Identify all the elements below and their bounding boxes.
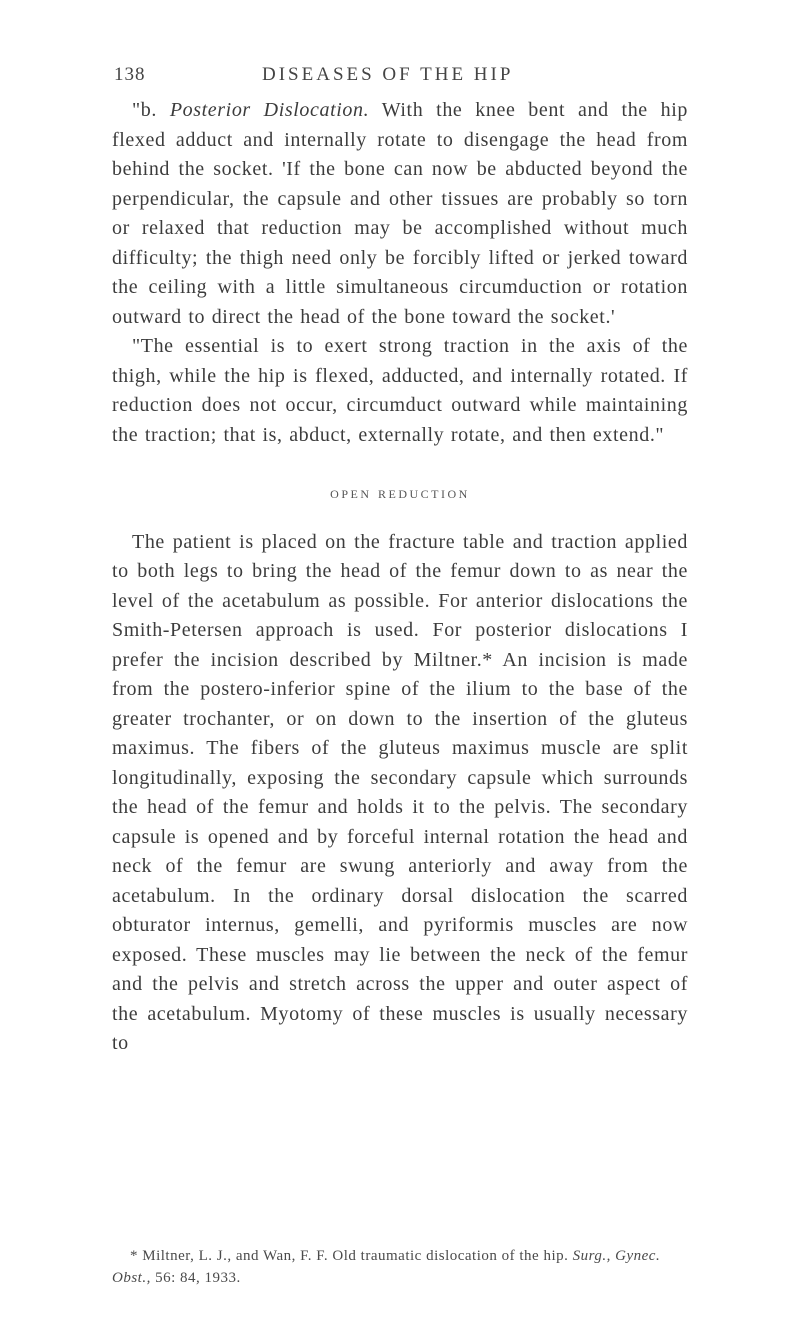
body-text bbox=[112, 96, 688, 1059]
paragraph-open-reduction: The patient is placed on the fracture table and traction applied to both legs to bring the head of the femur down to as near the level of the acetabulum as possible. For anterior dislocations the Smith-Petersen approach is used. For posterior dislocations I prefer the incision described by Miltner.* An incision is made from the postero-inferior spine of the ilium to the base of the greater trochanter, or on down to the insertion of the gluteus maximus. The fibers of the gluteus maximus muscle are split longitudinally, exposing the secondary capsule which surrounds the head of the femur and holds it to the pelvis. The secondary capsule is opened and by forceful internal rotation the head and neck of the femur are swung anteriorly and away from the acetabulum. In the ordinary dorsal dislocation the scarred obturator internus, gemelli, and pyriformis muscles are now exposed. These muscles may lie between the neck of the femur and the pelvis and stretch across the upper and outer aspect of the acetabulum. Myotomy of these muscles is usually necessary to bbox=[112, 530, 688, 1054]
running-title: DISEASES OF THE HIP bbox=[262, 64, 514, 85]
footnote bbox=[112, 1245, 688, 1289]
page-number: 138 bbox=[114, 64, 146, 85]
quote-lead: "b. bbox=[132, 99, 157, 121]
paragraph-essential-traction: "The essential is to exert strong traction in the axis of the thigh, while the hip is flexed, adducted, and internally rotated. If reduction does not occur, circumduct outward while maintaining the traction; that is, abduct, externally rotate, and then extend." bbox=[112, 335, 688, 446]
subheading-posterior-dislocation: Posterior Dislocation. bbox=[169, 99, 370, 121]
section-heading-open-reduction: OPEN REDUCTION bbox=[330, 487, 470, 501]
footnote-journal: Surg., Gynec. Obst., bbox=[112, 1248, 661, 1286]
paragraph-1-text: With the knee bent and the hip flexed adduct and internally rotate to disengage the head from behind the socket. 'If the bone can now be abducted beyond the perpendicular, the capsule and other tissues are probably so torn or relaxed that reduction may be accomplished without much difficulty; the thigh need only be forcibly lifted or jerked toward the ceiling with a little simultaneous circumduction or rotation outward to direct the head of the bone toward the socket.' bbox=[112, 99, 688, 328]
paragraph-posterior-dislocation bbox=[112, 96, 688, 332]
footnote-citation: 56: 84, 1933. bbox=[155, 1270, 241, 1286]
footnote-text: * Miltner, L. J., and Wan, F. F. Old traumatic dislocation of the hip. bbox=[130, 1248, 569, 1264]
running-head bbox=[114, 64, 674, 94]
